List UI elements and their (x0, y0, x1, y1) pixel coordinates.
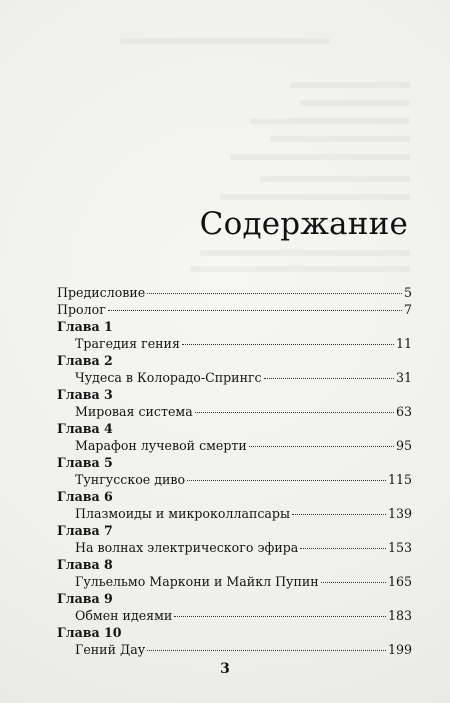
dot-leader (174, 616, 386, 617)
toc-entry-chapter-7[interactable] (57, 539, 412, 556)
table-of-contents (57, 284, 412, 658)
chapter-label: Глава 1 (57, 319, 113, 334)
chapter-label: Глава 6 (57, 489, 113, 504)
chapter-title: Гений Дау (75, 642, 146, 657)
toc-page-number: 63 (395, 404, 412, 419)
chapter-title: На волнах электрического эфира (75, 540, 299, 555)
chapter-title: Гульельмо Маркони и Майкл Пупин (75, 574, 319, 589)
dot-leader (108, 310, 402, 311)
toc-entry-chapter-10[interactable] (57, 641, 412, 658)
toc-entry-chapter-9[interactable] (57, 607, 412, 624)
toc-page-number: 5 (403, 285, 412, 300)
dot-leader (182, 344, 394, 345)
dot-leader (147, 293, 402, 294)
toc-page-number: 7 (403, 302, 412, 317)
toc-page-number: 153 (387, 540, 412, 555)
toc-entry-chapter-2[interactable] (57, 369, 412, 386)
chapter-title: Трагедия гения (75, 336, 180, 351)
chapter-title: Обмен идеями (75, 608, 173, 623)
chapter-label: Глава 7 (57, 523, 113, 538)
dot-leader (321, 582, 386, 583)
chapter-label: Глава 4 (57, 421, 113, 436)
chapter-title: Чудеса в Колорадо-Спрингс (75, 370, 262, 385)
toc-page-number: 31 (395, 370, 412, 385)
chapter-title: Тунгусское диво (75, 472, 186, 487)
chapter-label: Глава 10 (57, 625, 122, 640)
toc-page-number: 183 (387, 608, 412, 623)
toc-page-number: 199 (387, 642, 412, 657)
toc-entry-label: Предисловие (57, 285, 146, 300)
dot-leader (292, 514, 386, 515)
chapter-label: Глава 3 (57, 387, 113, 402)
toc-entry-label: Пролог (57, 302, 106, 317)
footer-page-number: 3 (220, 661, 230, 677)
toc-page-number: 165 (387, 574, 412, 589)
dot-leader (147, 650, 386, 651)
dot-leader (300, 548, 386, 549)
toc-page-number: 95 (395, 438, 412, 453)
toc-page-number: 115 (387, 472, 412, 487)
toc-entry-chapter-5[interactable] (57, 471, 412, 488)
toc-entry-prologue[interactable] (57, 301, 412, 318)
toc-entry-chapter-3[interactable] (57, 403, 412, 420)
chapter-label: Глава 5 (57, 455, 113, 470)
chapter-label: Глава 8 (57, 557, 113, 572)
dot-leader (195, 412, 394, 413)
chapter-title: Марафон лучевой смерти (75, 438, 247, 453)
dot-leader (264, 378, 394, 379)
toc-page-number: 11 (395, 336, 412, 351)
toc-entry-chapter-6[interactable] (57, 505, 412, 522)
toc-entry-preface[interactable] (57, 284, 412, 301)
chapter-title: Плазмоиды и микроколлапсары (75, 506, 291, 521)
toc-entry-chapter-8[interactable] (57, 573, 412, 590)
chapter-label: Глава 2 (57, 353, 113, 368)
dot-leader (187, 480, 386, 481)
page-title: Содержание (199, 206, 408, 242)
dot-leader (249, 446, 394, 447)
toc-entry-chapter-4[interactable] (57, 437, 412, 454)
chapter-label: Глава 9 (57, 591, 113, 606)
toc-page-number: 139 (387, 506, 412, 521)
toc-entry-chapter-1[interactable] (57, 335, 412, 352)
chapter-title: Мировая система (75, 404, 193, 419)
